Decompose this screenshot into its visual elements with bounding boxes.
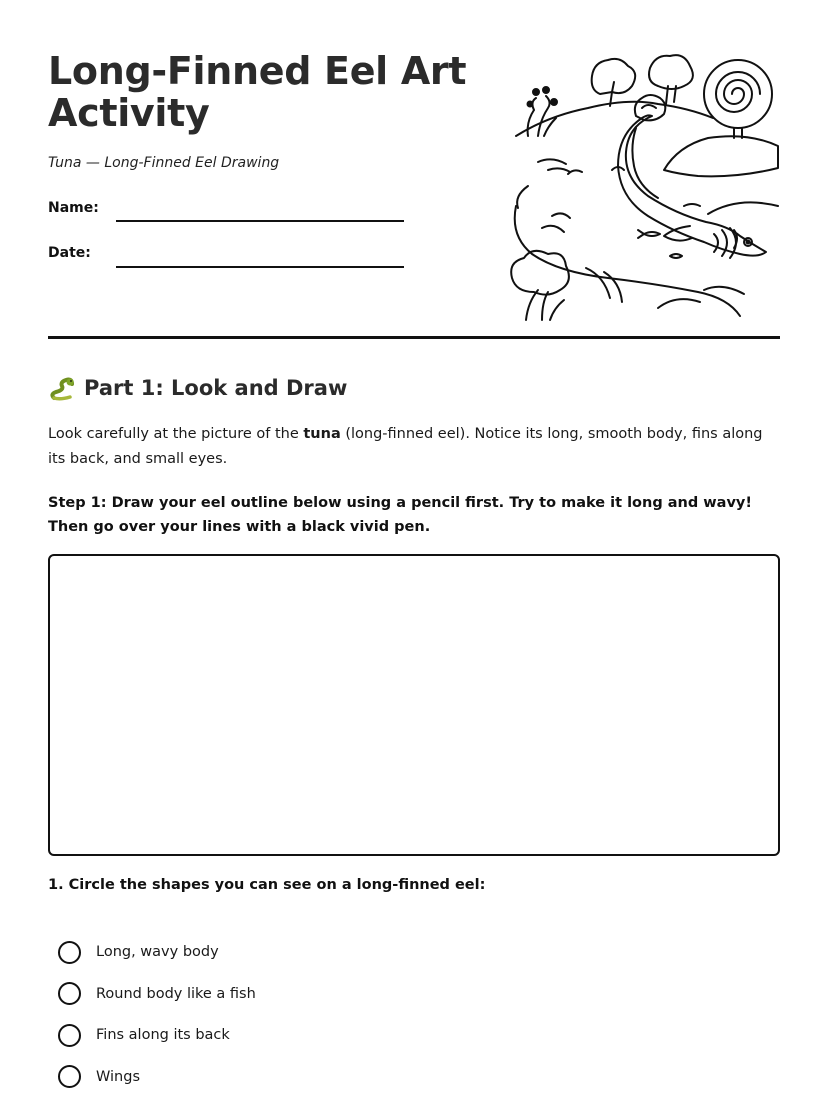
option-label: Long, wavy body [96,944,219,960]
name-field[interactable] [116,220,404,222]
worksheet-page [48,0,780,1118]
intro-text-start: Look carefully at the picture of the [48,426,304,442]
option-label: Round body like a fish [96,985,256,1002]
name-label: Name: [48,200,99,216]
question1-options [58,940,256,1106]
eel-river-illustration [508,46,782,322]
snake-emoji-icon [48,374,76,402]
part1-heading-text: Part 1: Look and Draw [84,376,348,400]
intro-text-end: (long-finned eel). Notice its long, smooth body, fins along its back, and small eyes. [48,426,763,467]
intro-bold-word: tuna [303,426,341,442]
list-item[interactable] [58,1065,256,1089]
part1-intro [48,422,780,472]
option-label: Wings [96,1068,140,1085]
section-divider [48,336,780,339]
step1-instruction: Step 1: Draw your eel outline below using a pencil first. Try to make it long and wavy! Then go over your lines with a black vivid pen. [48,495,752,535]
option-label: Fins along its back [96,1027,230,1043]
list-item[interactable] [58,1023,256,1047]
circle-choice[interactable] [58,982,81,1005]
date-field[interactable] [116,266,404,268]
list-item[interactable] [58,940,256,964]
question1-prompt: 1. Circle the shapes you can see on a long-finned eel: [48,877,486,893]
date-label: Date: [48,245,91,261]
page-subtitle: Tuna — Long-Finned Eel Drawing [48,155,280,171]
drawing-area[interactable] [48,554,780,856]
circle-choice[interactable] [58,1024,81,1047]
page-title: Long-Finned Eel Art Activity [48,49,467,135]
circle-choice[interactable] [58,1065,81,1088]
part1-heading [48,374,347,402]
list-item[interactable] [58,982,256,1006]
circle-choice[interactable] [58,941,81,964]
